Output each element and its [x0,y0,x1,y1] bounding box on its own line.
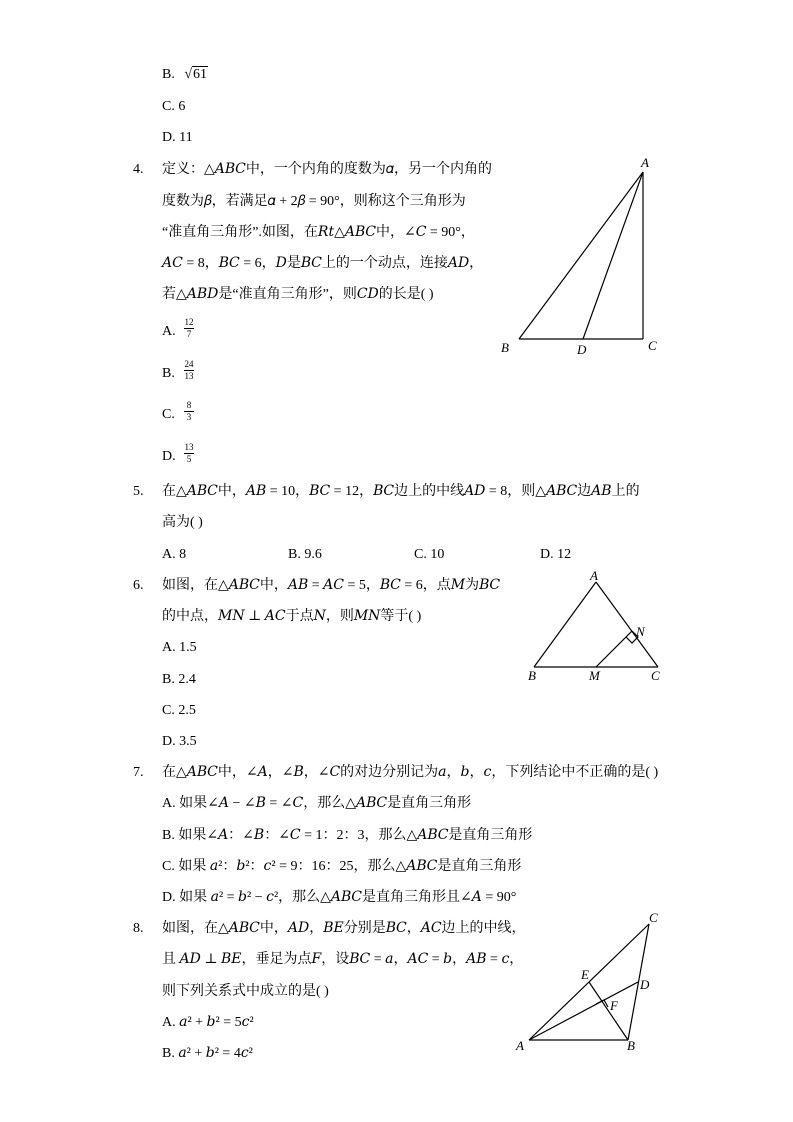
q4-option-a-label: A. [162,324,176,339]
q8-number: 8. [133,921,144,936]
q7-option-d: D. 如果 𝑎² = 𝑏² − 𝑐²，那么△𝐴𝐵𝐶是直角三角形且∠𝐴 = 90° [162,890,517,905]
fraction-denominator: 7 [186,329,192,339]
right-angle-mark [596,1000,608,1007]
fraction-denominator: 13 [184,371,194,381]
fraction-numerator: 13 [184,442,194,452]
q5-option-b: B. 9.6 [288,547,322,562]
q4-option-c-label: C. [162,407,175,422]
q4-line-3: “准直角三角形”.如图，在𝑅𝑡△𝐴𝐵𝐶中，∠𝐶 = 90°， [162,225,475,240]
q8-line-1: 如图，在△𝐴𝐵𝐶中，𝐴𝐷，𝐵𝐸分别是𝐵𝐶，𝐴𝐶边上的中线， [162,921,526,936]
q6-label-n: N [636,624,645,639]
q6-option-c: C. 2.5 [162,703,196,718]
q6-option-b: B. 2.4 [162,672,196,687]
q5-number: 5. [133,484,144,499]
q4-label-d: D [577,342,587,357]
q5-line-1: 在△𝐴𝐵𝐶中，𝐴𝐵 = 10，𝐵𝐶 = 12，𝐵𝐶边上的中线𝐴𝐷 = 8，则△𝐴𝐵𝐶边𝐴𝐵上的 [162,484,640,499]
q7-option-a: A. 如果∠𝐴 − ∠𝐵 = ∠𝐶，那么△𝐴𝐵𝐶是直角三角形 [162,796,472,811]
q6-option-a: A. 1.5 [162,640,197,655]
q6-label-c: C [651,668,660,683]
q8-label-f: F [610,998,618,1013]
q6-label-m: M [589,668,600,683]
q3-option-b-radicand: 61 [193,67,208,82]
q8-label-a: A [516,1038,524,1053]
q8-label-b: B [627,1038,635,1053]
q6-line-1: 如图，在△𝐴𝐵𝐶中，𝐴𝐵 = 𝐴𝐶 = 5，𝐵𝐶 = 6，点𝑀为𝐵𝐶 [162,578,501,593]
q8-option-b: B. 𝑎² + 𝑏² = 4𝑐² [162,1046,253,1061]
q7-line-1: 在△𝐴𝐵𝐶中，∠𝐴，∠𝐵，∠𝐶的对边分别记为𝑎，𝑏，𝑐，下列结论中不正确的是( ) [162,765,659,780]
q3-option-d: D. 11 [162,130,193,145]
q4-label-a: A [641,155,649,170]
q6-option-d: D. 3.5 [162,734,197,749]
q4-number: 4. [133,162,144,177]
q5-option-a: A. 8 [162,547,187,562]
q8-label-c: C [649,910,658,925]
q6-line-2: 的中点，𝑀𝑁 ⊥ 𝐴𝐶于点𝑁，则𝑀𝑁等于( ) [162,609,422,624]
q4-line-4: 𝐴𝐶 = 8，𝐵𝐶 = 6，𝐷是𝐵𝐶上的一个动点，连接𝐴𝐷， [162,256,484,271]
q8-line-3: 则下列关系式中成立的是( ) [162,984,329,999]
q6-label-a: A [590,568,598,583]
q6-number: 6. [133,578,144,593]
q7-number: 7. [133,765,144,780]
q5-line-2: 高为( ) [162,515,203,530]
q6-label-b: B [528,668,536,683]
q4-line-2: 度数为𝛽，若满足𝛼 + 2𝛽 = 90°，则称这个三角形为 [162,194,466,209]
fraction-denominator: 5 [186,454,192,464]
q3-option-c: C. 6 [162,99,186,114]
fraction-numerator: 8 [186,400,192,410]
q4-label-c: C [648,338,657,353]
q4-label-b: B [501,340,509,355]
q8-line-2: 且 𝐴𝐷 ⊥ 𝐵𝐸，垂足为点𝐹，设𝐵𝐶 = 𝑎，𝐴𝐶 = 𝑏，𝐴𝐵 = 𝑐， [162,952,524,967]
q8-label-d: D [640,977,650,992]
q8-label-e: E [581,967,589,982]
q8-option-a: A. 𝑎² + 𝑏² = 5𝑐² [162,1015,254,1030]
fraction-numerator: 24 [184,359,194,369]
fraction-numerator: 12 [184,317,194,327]
q7-option-c: C. 如果 𝑎²：𝑏²：𝑐² = 9：16：25，那么△𝐴𝐵𝐶是直角三角形 [162,859,522,874]
q7-option-b: B. 如果∠𝐴：∠𝐵：∠𝐶 = 1：2：3，那么△𝐴𝐵𝐶是直角三角形 [162,828,533,843]
q5-option-c: C. 10 [414,547,445,562]
q4-option-b-label: B. [162,366,175,381]
q4-line-5: 若△𝐴𝐵𝐷是“准直角三角形”，则𝐶𝐷的长是( ) [162,287,434,302]
fraction-denominator: 3 [186,412,192,422]
q3-option-b-label: B. [162,67,175,82]
q4-line-1: 定义：△𝐴𝐵𝐶中，一个内角的度数为𝛼，另一个内角的 [162,162,492,177]
sqrt-symbol: √ [184,67,193,82]
q4-option-d-label: D. [162,449,176,464]
q5-option-d: D. 12 [540,547,572,562]
